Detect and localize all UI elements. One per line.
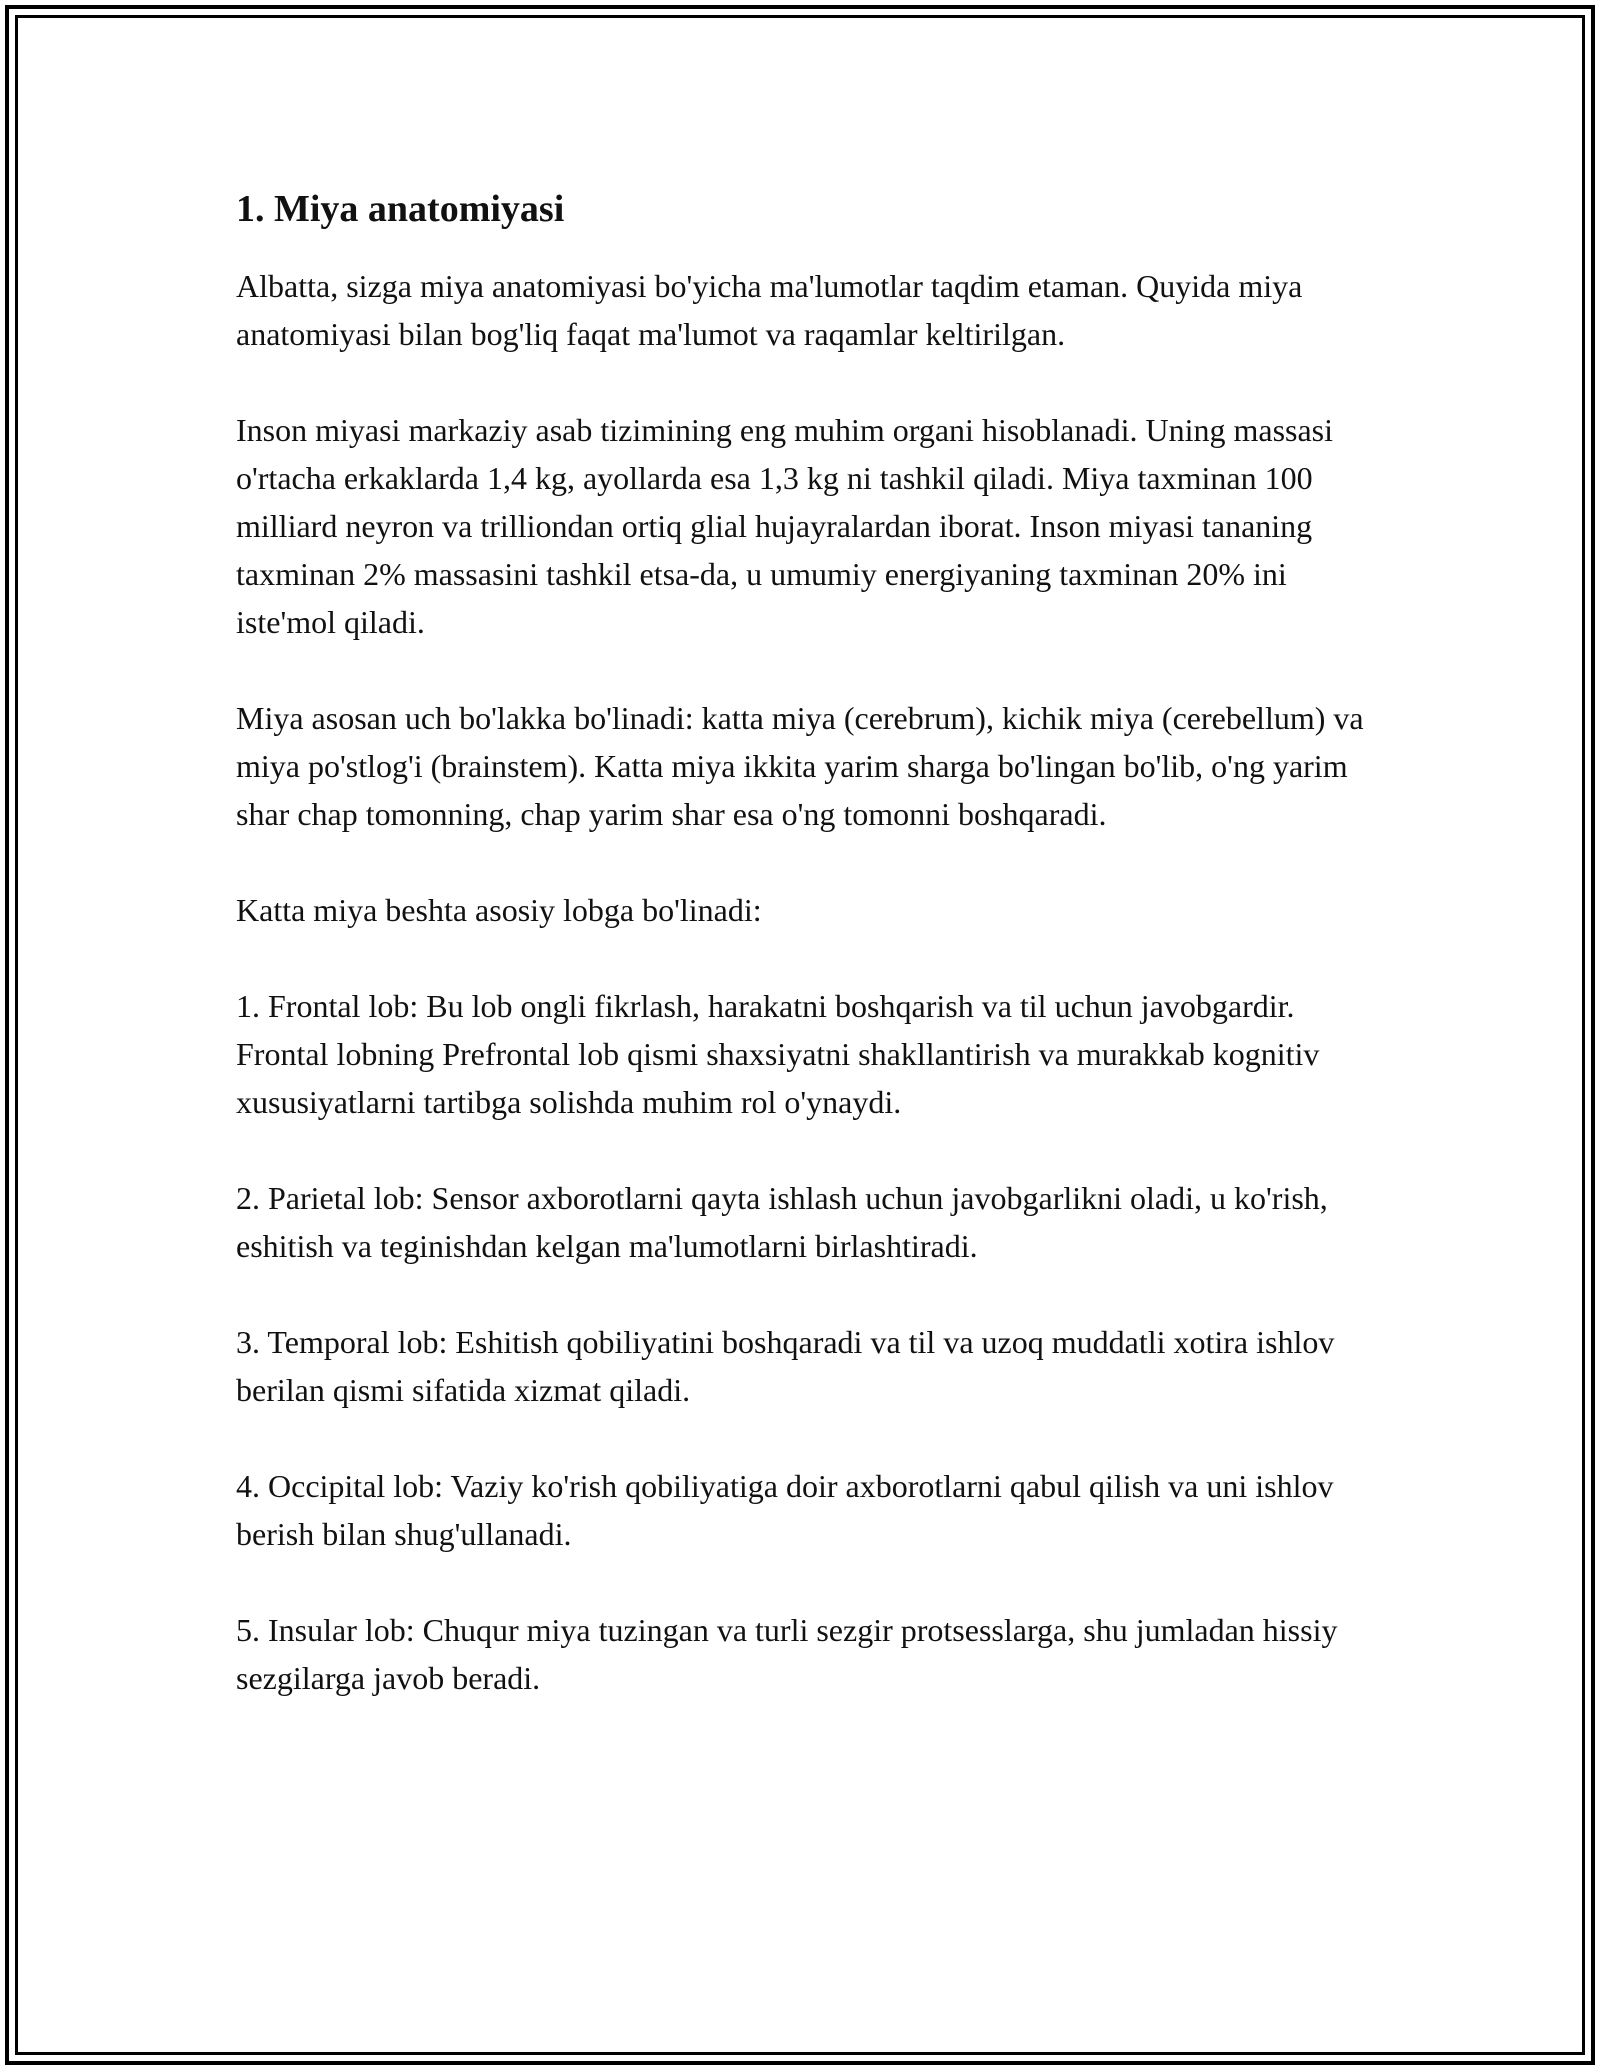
document-body <box>236 186 1386 1750</box>
frontal-lobe-item: 1. Frontal lob: Bu lob ongli fikrlash, harakatni boshqarish va til uchun javobgardir. Frontal lobning Prefrontal lob qismi shaxsiyatni shakllantirish va murakkab kognitiv xususiyatlarni tartibga solishda muhim rol o'ynaydi. <box>236 988 1320 1120</box>
temporal-lobe-item: 3. Temporal lob: Eshitish qobiliyatini boshqaradi va til va uzoq muddatli xotira ishlov berilan qismi sifatida xizmat qiladi. <box>236 1324 1335 1408</box>
brain-overview-paragraph: Inson miyasi markaziy asab tizimining eng muhim organi hisoblanadi. Uning massasi o'rtacha erkaklarda 1,4 kg, ayollarda esa 1,3 kg ni tashkil qiladi. Miya taxminan 100 milliard neyron va trilliondan ortiq glial hujayralardan iborat. Inson miyasi tananing taxminan 2% massasini tashkil etsa-da, u umumiy energiyaning taxminan 20% ini iste'mol qiladi. <box>236 412 1334 640</box>
parietal-lobe-item: 2. Parietal lob: Sensor axborotlarni qayta ishlash uchun javobgarlikni oladi, u ko'rish, eshitish va teginishdan kelgan ma'lumotlarni birlashtiradi. <box>236 1180 1328 1264</box>
occipital-lobe-item: 4. Occipital lob: Vaziy ko'rish qobiliyatiga doir axborotlarni qabul qilish va uni ishlov berish bilan shug'ullanadi. <box>236 1468 1334 1552</box>
insular-lobe-item: 5. Insular lob: Chuqur miya tuzingan va turli sezgir protsesslarga, shu jumladan hissiy sezgilarga javob beradi. <box>236 1612 1338 1696</box>
section-heading: 1. Miya anatomiyasi <box>236 188 565 230</box>
intro-paragraph: Albatta, sizga miya anatomiyasi bo'yicha ma'lumotlar taqdim etaman. Quyida miya anatomiyasi bilan bog'liq faqat ma'lumot va raqamlar keltirilgan. <box>236 268 1303 352</box>
lobes-intro-paragraph: Katta miya beshta asosiy lobga bo'linadi: <box>236 892 762 928</box>
brain-parts-paragraph: Miya asosan uch bo'lakka bo'linadi: katta miya (cerebrum), kichik miya (cerebellum) va miya po'stlog'i (brainstem). Katta miya ikkita yarim sharga bo'lingan bo'lib, o'ng yarim shar chap tomonning, chap yarim shar esa o'ng tomonni boshqaradi. <box>236 700 1364 832</box>
